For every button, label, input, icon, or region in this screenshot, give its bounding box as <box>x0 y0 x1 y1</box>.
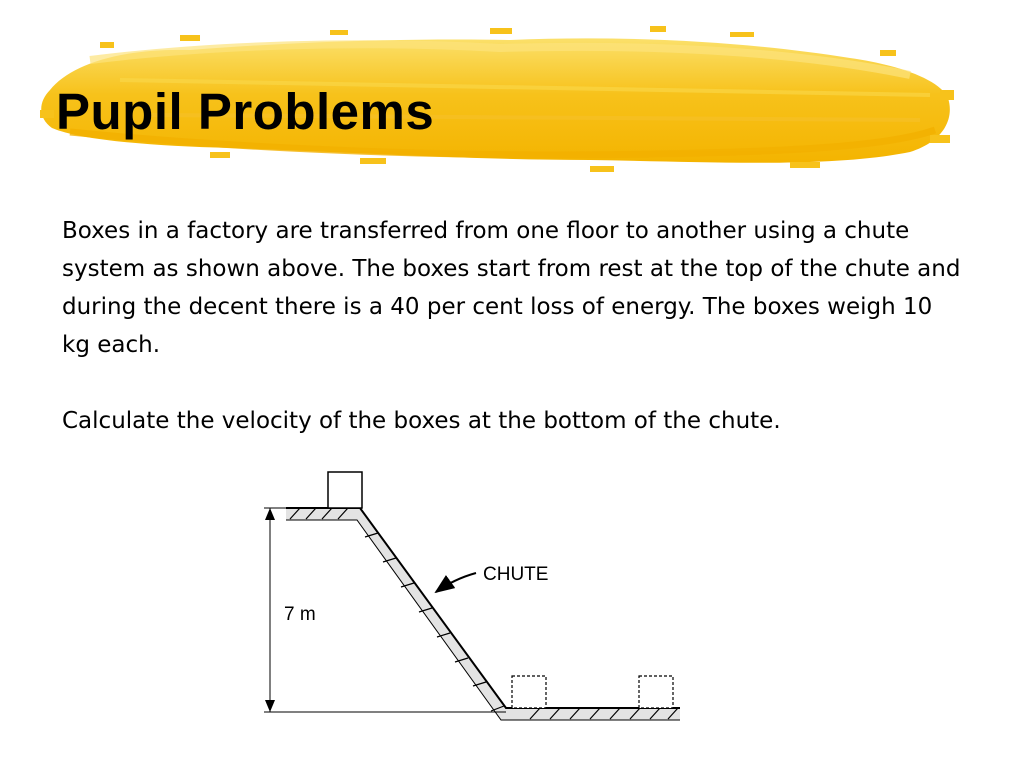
problem-text <box>62 212 962 440</box>
height-arrow-top <box>265 508 275 520</box>
chute-surface-line <box>286 508 680 708</box>
box-top <box>328 472 362 508</box>
box-bottom-1 <box>512 676 546 708</box>
height-label: 7 m <box>284 604 316 625</box>
height-arrow-bottom <box>265 700 275 712</box>
box-bottom-2 <box>639 676 673 708</box>
problem-description: Boxes in a factory are transferred from one floor to another using a chute system as shown above. The boxes start from rest at the top of the chute and during the decent there is a 40 per cent loss of energy. The boxes weigh 10 kg each. <box>62 218 961 358</box>
chute-surface-shading <box>286 508 680 720</box>
chute-label: CHUTE <box>483 564 549 585</box>
chute-diagram <box>250 460 700 730</box>
problem-question: Calculate the velocity of the boxes at the bottom of the chute. <box>62 408 781 434</box>
chute-label-arrow <box>436 573 476 592</box>
slide-title: Pupil Problems <box>56 83 435 140</box>
